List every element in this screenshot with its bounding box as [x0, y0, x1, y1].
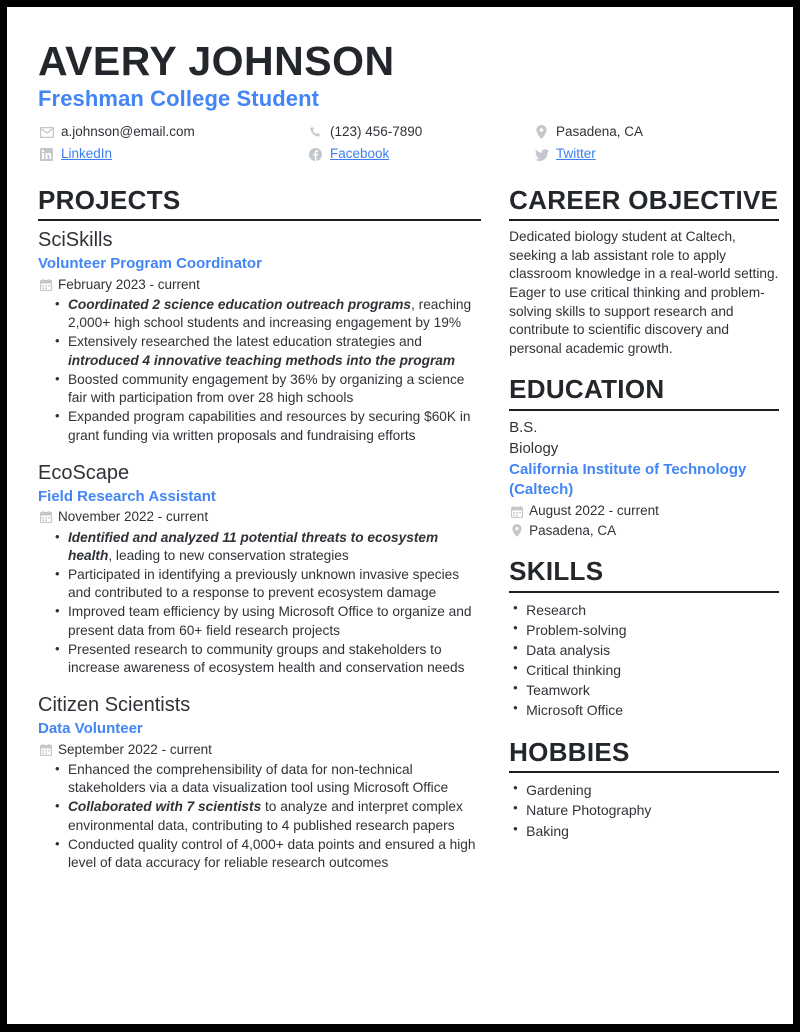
calendar-icon [38, 510, 53, 524]
section-title-education: EDUCATION [509, 374, 665, 405]
contact-email[interactable] [38, 124, 307, 140]
project-org: EcoScape [38, 461, 130, 484]
project-org: Citizen Scientists [38, 694, 191, 717]
project-date-text: February 2023 - current [58, 276, 200, 292]
bullet-item: • Identified and analyzed 11 potential threats to ecosystem health, leading to new conservation strategies [68, 529, 481, 565]
envelope-icon [38, 125, 55, 139]
left-column [23, 185, 481, 889]
bullet-item: • Presented research to community groups and stakeholders to increase awareness of ecosystem health and conservation needs [68, 641, 481, 677]
phone-icon [307, 125, 324, 139]
contact-twitter-text[interactable]: Twitter [556, 146, 596, 162]
skill-item: • Data analysis [526, 640, 779, 660]
project-bullets [38, 296, 481, 445]
project-entry [38, 228, 481, 444]
contact-facebook[interactable] [307, 146, 533, 162]
hobby-item: • Baking [526, 821, 779, 841]
bullet-emphasis: introduced 4 innovative teaching methods into the program [68, 352, 456, 368]
section-projects [38, 185, 481, 873]
education-school: California Institute of Technology (Caltech) [509, 461, 747, 499]
education-date [509, 502, 779, 520]
skill-item: • Critical thinking [526, 660, 779, 680]
skill-item: • Problem-solving [526, 620, 779, 640]
bullet-item: • Extensively researched the latest education strategies and introduced 4 innovative teaching methods into the program [68, 333, 481, 369]
hobby-item: • Nature Photography [526, 800, 779, 820]
education-location [509, 522, 779, 540]
project-bullets [38, 529, 481, 678]
contact-location [533, 124, 773, 140]
bullet-item: • Coordinated 2 science education outreach programs, reaching 2,000+ high school students and increasing engagement by 19% [68, 296, 481, 332]
bullet-item: • Expanded program capabilities and resources by securing $60K in grant funding via written proposals and fundraising efforts [68, 408, 481, 444]
project-date [38, 276, 481, 294]
contact-linkedin-text[interactable]: LinkedIn [61, 146, 113, 162]
resume-page [7, 7, 793, 1024]
bullet-emphasis: Coordinated 2 science education outreach programs [68, 297, 412, 313]
contact-twitter[interactable] [533, 146, 773, 162]
education-field: Biology [509, 439, 559, 457]
map-pin-icon [509, 524, 524, 538]
right-column [509, 185, 779, 889]
resume-header [23, 39, 779, 163]
project-date-text: September 2022 - current [58, 741, 212, 757]
section-education [509, 374, 779, 540]
project-entry [38, 693, 481, 872]
project-role: Data Volunteer [38, 720, 143, 738]
section-divider [509, 591, 779, 593]
hobbies-list [509, 780, 779, 840]
bullet-item: • Participated in identifying a previously unknown invasive species and contributed to a response to prevent ecosystem damage [68, 566, 481, 602]
calendar-icon [509, 505, 524, 519]
project-date [38, 741, 481, 759]
skills-list [509, 600, 779, 721]
section-hobbies [509, 737, 779, 841]
skill-item: • Research [526, 600, 779, 620]
bullet-item: • Collaborated with 7 scientists to analyze and interpret complex environmental data, contributing to 4 published research papers [68, 798, 481, 834]
page-title: AVERY JOHNSON [38, 38, 395, 84]
section-divider [38, 219, 481, 221]
project-bullets [38, 761, 481, 872]
contact-linkedin[interactable] [38, 146, 307, 162]
contact-info [38, 124, 778, 162]
job-title: Freshman College Student [38, 86, 320, 112]
bullet-item: • Improved team efficiency by using Microsoft Office to organize and present data from 60+ field research projects [68, 603, 481, 639]
hobby-item: • Gardening [526, 780, 779, 800]
section-title-career-objective: CAREER OBJECTIVE [509, 184, 779, 215]
project-role: Volunteer Program Coordinator [38, 255, 262, 273]
bullet-emphasis: Identified and analyzed 11 potential threats to ecosystem health [68, 529, 439, 563]
resume-body [23, 185, 779, 889]
section-divider [509, 219, 779, 221]
section-title-projects: PROJECTS [38, 184, 181, 215]
contact-location-text: Pasadena, CA [556, 124, 644, 140]
contact-facebook-text[interactable]: Facebook [330, 146, 390, 162]
project-date [38, 508, 481, 526]
skill-item: • Microsoft Office [526, 700, 779, 720]
linkedin-icon [38, 148, 55, 162]
bullet-item: • Boosted community engagement by 36% by organizing a science fair with participation from over 28 high schools [68, 371, 481, 407]
education-date-text: August 2022 - current [529, 503, 659, 519]
map-pin-icon [533, 125, 550, 139]
contact-row [38, 124, 778, 140]
project-org: SciSkills [38, 229, 113, 252]
project-role: Field Research Assistant [38, 487, 216, 505]
calendar-icon [38, 743, 53, 757]
education-location-text: Pasadena, CA [529, 522, 617, 538]
contact-email-text: a.johnson@email.com [61, 124, 195, 140]
project-date-text: November 2022 - current [58, 509, 209, 525]
facebook-icon [307, 148, 324, 162]
twitter-icon [533, 148, 550, 162]
section-career-objective [509, 185, 779, 359]
section-divider [509, 771, 779, 773]
education-degree: B.S. [509, 418, 538, 436]
bullet-emphasis: Collaborated with 7 scientists [68, 799, 262, 815]
section-skills [509, 556, 779, 721]
contact-row [38, 146, 778, 162]
skill-item: • Teamwork [526, 680, 779, 700]
column-gap [481, 185, 509, 889]
projects-list [38, 228, 481, 872]
contact-phone[interactable] [307, 124, 533, 140]
career-objective-text: Dedicated biology student at Caltech, seeking a lab assistant role to apply classroom knowledge in a real-world setting. Eager to use critical thinking and problem-solving skills to support research and contribute to scientific discovery and personal academic growth. [509, 229, 779, 356]
contact-phone-text: (123) 456-7890 [330, 124, 423, 140]
project-entry [38, 461, 481, 677]
section-divider [509, 409, 779, 411]
section-title-hobbies: HOBBIES [509, 736, 630, 767]
section-title-skills: SKILLS [509, 555, 604, 586]
bullet-item: • Conducted quality control of 4,000+ data points and ensured a high level of data accuracy for reliable research outcomes [68, 836, 481, 872]
calendar-icon [38, 278, 53, 292]
bullet-item: • Enhanced the comprehensibility of data for non-technical stakeholders via a data visualization tool using Microsoft Office [68, 761, 481, 797]
